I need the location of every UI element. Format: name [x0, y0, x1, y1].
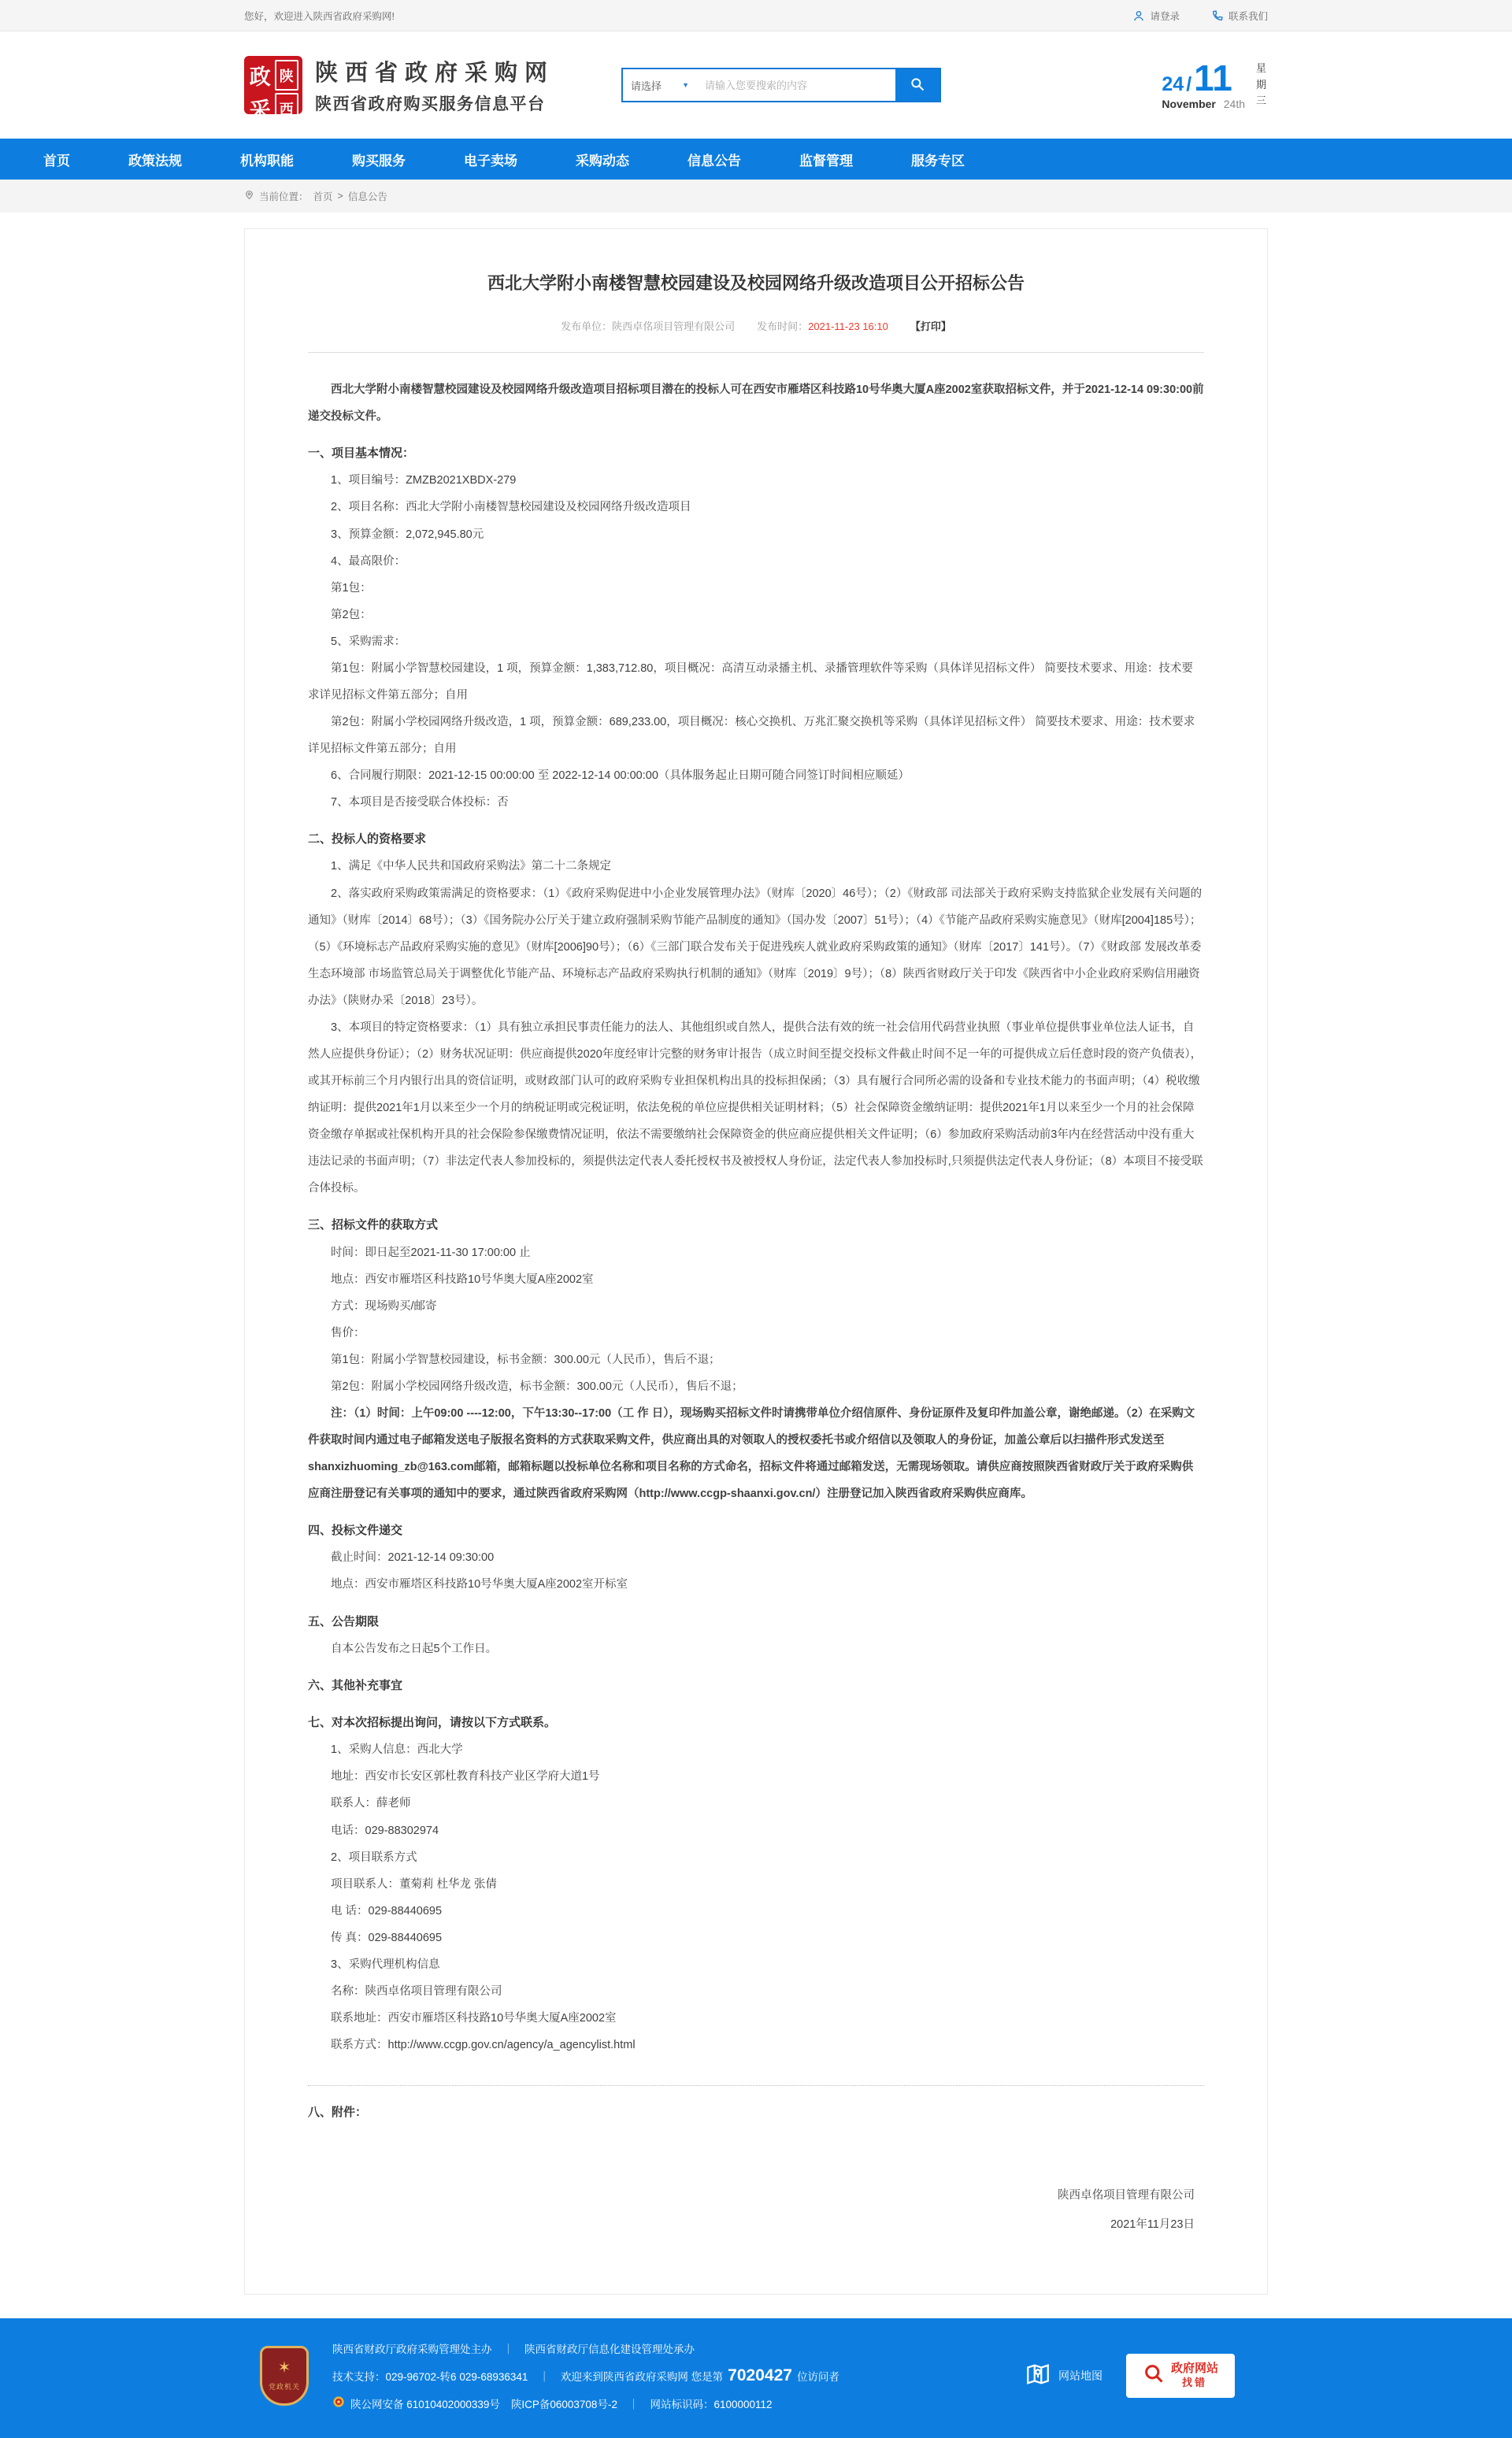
- article-meta: [308, 318, 1204, 333]
- article-paragraph: 三、招标文件的获取方式: [308, 1218, 439, 1232]
- article-paragraph: 时间：即日起至2021-11-30 17:00:00 止: [331, 1246, 531, 1259]
- article-paragraph: 第2包：: [331, 608, 372, 621]
- article-paragraph: 2、项目联系方式: [331, 1851, 417, 1864]
- login-link[interactable]: 请登录: [1132, 9, 1180, 23]
- sitemap-icon: [1025, 2361, 1051, 2390]
- search-input[interactable]: [697, 69, 895, 101]
- brand: [244, 55, 555, 122]
- article-paragraph: 第2包：附属小学校园网络升级改造，1 项，预算金额：689,233.00，项目概况：核心交换机、万兆汇聚交换机等采购（具体详见招标文件） 简要技术要求、用途：技术要求详见招标文件第五部分；自用: [308, 715, 1195, 755]
- article-paragraph: 第1包：: [331, 581, 372, 595]
- meta-divider: [308, 352, 1204, 353]
- article-paragraph: 五、公告期限: [308, 1614, 380, 1628]
- nav-item[interactable]: 首页: [43, 153, 70, 169]
- nav-item[interactable]: 政策法规: [128, 153, 182, 169]
- search-category-select[interactable]: 请选择 ▼: [631, 80, 690, 92]
- article-paragraph: 方式：现场购买/邮寄: [331, 1299, 437, 1313]
- publisher-value: 陕西卓佲项目管理有限公司: [612, 320, 736, 332]
- article-paragraph: 地址：西安市长安区郭杜教育科技产业区学府大道1号: [331, 1770, 600, 1784]
- chevron-down-icon: ▼: [682, 81, 690, 89]
- search-icon: [910, 76, 925, 94]
- gongan-number[interactable]: 陕公网安备 61010402000339号: [350, 2398, 500, 2410]
- article-paragraph: 一、项目基本情况：: [308, 446, 415, 461]
- article-paragraph: 4、最高限价：: [331, 554, 406, 568]
- welcome-text: 您好，欢迎进入陕西省政府采购网!: [244, 10, 395, 22]
- article-paragraph: 自本公告发布之日起5个工作日。: [331, 1642, 498, 1655]
- article-body: [308, 376, 1204, 2058]
- article-paragraph: 1、项目编号：ZMZB2021XBDX-279: [331, 474, 517, 487]
- topbar: [0, 0, 1512, 31]
- signoff: [308, 2181, 1204, 2239]
- breadcrumb-separator: >: [337, 191, 343, 202]
- article-paragraph: 1、满足《中华人民共和国政府采购法》第二十二条规定: [331, 860, 612, 873]
- breadcrumb-home[interactable]: 首页: [313, 191, 333, 202]
- article-paragraph: 注：（1）时间：上午09:00 ----12:00，下午13:30--17:00（工 作 日），现场购买招标文件时请携带单位介绍信原件、身份证原件及复印件加盖公章，谢绝邮递。（2）在采购文件获取时间内通过电子邮箱发送电子版报名资料的方式获取采购文件，供应商出具的对领取人的授权委托书或介绍信以及领取人的身份证，加盖公章后以扫描件形式发送至shanxizhuoming_zb@163.com邮箱，邮箱标题以投标单位名称和项目名称的方式命名，招标文件将通过邮箱发送，无需现场领取。请供应商按照陕西省财政厅关于政府采购供应商注册登记有关事项的通知中的要求，通过陕西省政府采购网（http://www.ccgp-shaanxi.gov.cn/）注册登记加入陕西省政府采购供应商库。: [308, 1406, 1195, 1501]
- footer-text: [332, 2340, 839, 2411]
- page-title: 西北大学附小南楼智慧校园建设及校园网络升级改造项目公开招标公告: [487, 273, 1025, 293]
- main-content: [0, 228, 1512, 2295]
- article-paragraph: 7、本项目是否接受联合体投标：否: [331, 796, 509, 810]
- error-report-magnifier-icon: [1143, 2362, 1165, 2388]
- date-display: 24 / 11 November 24th 星期三: [1162, 57, 1267, 110]
- article-paragraph: 3、本项目的特定资格要求：（1）具有独立承担民事责任能力的法人、其他组织或自然人，提供合法有效的统一社会信用代码营业执照（事业单位提供事业单位法人证书，自然人应提供身份证）；（2）财务状况证明：供应商提供2020年度经审计完整的财务审计报告（成立时间至提交投标文件截止时间不足一年的可提供成立后任意时段的资产负债表），或其开标前三个月内银行出具的资信证明，或财政部门认可的政府采购专业担保机构出具的投标担保函；（3）具有履行合同所必需的设备和专业技术能力的书面声明；（4）税收缴纳证明：提供2021年1月以来至少一个月的纳税证明或完税证明，依法免税的单位应提供相关证明材料；（5）社会保障资金缴纳证明：提供2021年1月以来至少一个月的社会保障资金缴存单据或社保机构开具的社会保险参保缴费情况证明，依法不需要缴纳社会保障资金的供应商应提供相关文件证明；（6）参加政府采购活动前3年内在经营活动中没有重大违法记录的书面声明；（7）非法定代表人参加投标的，须提供法定代表人委托授权书及被授权人身份证，法定代表人参加投标时,只须提供法定代表人身份证；（8）本项目不接受联合体投标。: [308, 1021, 1203, 1195]
- nav-item[interactable]: 服务专区: [911, 153, 965, 169]
- article-paragraph: 四、投标文件递交: [308, 1524, 403, 1538]
- article-paragraph: 七、对本次招标提出询问，请按以下方式联系。: [308, 1716, 557, 1730]
- article-paragraph: 地点：西安市雁塔区科技路10号华奥大厦A座2002室: [331, 1273, 594, 1286]
- nav-item[interactable]: 机构职能: [240, 153, 294, 169]
- tech-support-line: 技术支持：029-96702-转6 029-68936341 ｜ 欢迎来到陕西省政府采购网 您是第 7020427 位访问者: [332, 2366, 839, 2384]
- site-logo: 政 陕 采 西: [244, 56, 302, 114]
- nav-item[interactable]: 信息公告: [687, 153, 741, 169]
- dotted-divider: [308, 2085, 1204, 2086]
- article-paragraph: 电 话：029-88440695: [331, 1904, 443, 1917]
- breadcrumb-current: 信息公告: [347, 191, 387, 202]
- article-paragraph: 3、采购代理机构信息: [331, 1958, 440, 1971]
- publish-time-value: 2021-11-23 16:10: [808, 320, 888, 332]
- article-paragraph: 截止时间：2021-12-14 09:30:00: [331, 1551, 495, 1565]
- site-title: 陕西省政府采购网: [315, 61, 555, 86]
- article-paragraph: 6、合同履行期限：2021-12-15 00:00:00 至 2022-12-14 00:00:00（具体服务起止日期可随合同签订时间相应顺延）: [331, 769, 910, 783]
- nav-item[interactable]: 电子卖场: [464, 153, 517, 169]
- nav-item[interactable]: 购买服务: [352, 153, 406, 169]
- article-paragraph: 二、投标人的资格要求: [308, 832, 427, 847]
- visitor-count: 7020427: [728, 2366, 792, 2384]
- article-paragraph: 联系人：薛老师: [331, 1797, 411, 1810]
- sitemap-link[interactable]: 网站地图: [1025, 2361, 1102, 2390]
- article-paragraph: 第1包：附属小学智慧校园建设，标书金额：300.00元（人民币），售后不退；: [331, 1353, 721, 1366]
- badge-emblem-icon: ✶: [277, 2358, 291, 2377]
- article-paragraph: 电话：029-88302974: [331, 1824, 439, 1837]
- contact-link[interactable]: 联系我们: [1211, 9, 1268, 23]
- article-paragraph: 3、预算金额：2,072,945.80元: [331, 528, 484, 541]
- search-button[interactable]: [895, 69, 939, 101]
- weekday-label: 星期三: [1256, 61, 1267, 107]
- site-code: 网站标识码：6100000112: [650, 2398, 773, 2410]
- article-paragraph: 5、采购需求：: [331, 635, 406, 648]
- beian-line: 陕公网安备 61010402000339号 陕ICP备06003708号-2 ｜ 网站标识码：6100000112: [332, 2395, 839, 2411]
- nav-item[interactable]: 采购动态: [576, 153, 629, 169]
- article-paragraph: 联系地址：西安市雁塔区科技路10号华奥大厦A座2002室: [331, 2011, 617, 2025]
- error-report-button[interactable]: [1126, 2354, 1235, 2398]
- location-pin-icon: [244, 189, 254, 203]
- main-nav: [0, 139, 1512, 180]
- signoff-company: 陕西卓佲项目管理有限公司: [1058, 2189, 1195, 2203]
- article-paragraph: 地点：西安市雁塔区科技路10号华奥大厦A座2002室开标室: [331, 1578, 628, 1591]
- article-paragraph: 2、落实政府采购政策需满足的资格要求：（1）《政府采购促进中小企业发展管理办法》（财库〔2020〕46号）；（2）《财政部 司法部关于政府采购支持监狱企业发展有关问题的通知》（财库〔2014〕68号）；（3）《国务院办公厅关于建立政府强制采购节能产品制度的通知》（国办发〔2007〕51号）；（4）《节能产品政府采购实施意见》（财库[2004]185号）；（5）《环境标志产品政府采购实施的意见》（财库[2006]90号）；（6）《三部门联合发布关于促进残疾人就业政府采购政策的通知》（财库〔2017〕141号）。（7）《财政部 发展改革委 生态环境部 市场监管总局关于调整优化节能产品、环境标志产品政府采购执行机制的通知》（财库〔2019〕9号）；（8）陕西省财政厅关于印发《陕西省中小企业政府采购信用融资办法》（陕财办采〔2018〕23号）。: [308, 887, 1203, 1007]
- article-paragraph: 售价：: [331, 1326, 365, 1339]
- icp-number[interactable]: 陕ICP备06003708号-2: [510, 2398, 617, 2410]
- host-line: 陕西省财政厅政府采购管理处主办 ｜ 陕西省财政厅信息化建设管理处承办: [332, 2343, 695, 2355]
- breadcrumb-bar: [0, 180, 1512, 213]
- signoff-date: 2021年11月23日: [1110, 2218, 1195, 2231]
- article-paragraph: 第2包：附属小学校园网络升级改造，标书金额：300.00元（人民币），售后不退；: [331, 1380, 743, 1393]
- article-paragraph: 项目联系人：董菊莉 杜华龙 张倩: [331, 1877, 498, 1891]
- search-bar: [621, 68, 941, 102]
- article-paragraph: 1、采购人信息：西北大学: [331, 1743, 463, 1757]
- article-paragraph: 第1包：附属小学智慧校园建设，1 项，预算金额：1,383,712.80，项目概况：高清互动录播主机、录播管理软件等采购（具体详见招标文件） 简要技术要求、用途：技术要求详见招标文件第五部分；自用: [308, 661, 1193, 702]
- article-paragraph: 六、其他补充事宜: [308, 1678, 403, 1692]
- print-button[interactable]: 【打印】: [910, 320, 951, 332]
- party-government-badge-icon: ✶ 党政机关: [260, 2346, 309, 2406]
- user-icon: [1132, 9, 1145, 22]
- breadcrumb: [244, 180, 1268, 213]
- phone-icon: [1211, 9, 1224, 22]
- article-paragraph: 名称：陕西卓佲项目管理有限公司: [331, 1984, 502, 1998]
- footer-right: [1025, 2354, 1268, 2398]
- announcement-card: [244, 228, 1268, 2295]
- attachments-heading: 八、附件：: [308, 2106, 368, 2120]
- police-badge-icon: [332, 2395, 345, 2410]
- breadcrumb-label: 当前位置：: [259, 191, 309, 202]
- nav-item[interactable]: 监督管理: [799, 153, 853, 169]
- article-paragraph: 联系方式：http://www.ccgp.gov.cn/agency/a_agencylist.html: [331, 2039, 636, 2051]
- article-paragraph: 传 真：029-88440695: [331, 1931, 443, 1944]
- publisher-label: 发布单位：: [561, 320, 613, 332]
- site-footer: [0, 2318, 1512, 2438]
- site-subtitle: 陕西省政府购买服务信息平台: [315, 95, 546, 113]
- publish-time-label: 发布时间：: [757, 320, 809, 332]
- site-header: [0, 31, 1512, 139]
- article-paragraph: 西北大学附小南楼智慧校园建设及校园网络升级改造项目招标项目潜在的投标人可在西安市雁塔区科技路10号华奥大厦A座2002室获取招标文件，并于2021-12-14 09:30:00前递交投标文件。: [308, 383, 1204, 424]
- article-paragraph: 2、项目名称：西北大学附小南楼智慧校园建设及校园网络升级改造项目: [331, 501, 691, 514]
- error-report-label: 政府网站 找错: [1170, 2362, 1218, 2389]
